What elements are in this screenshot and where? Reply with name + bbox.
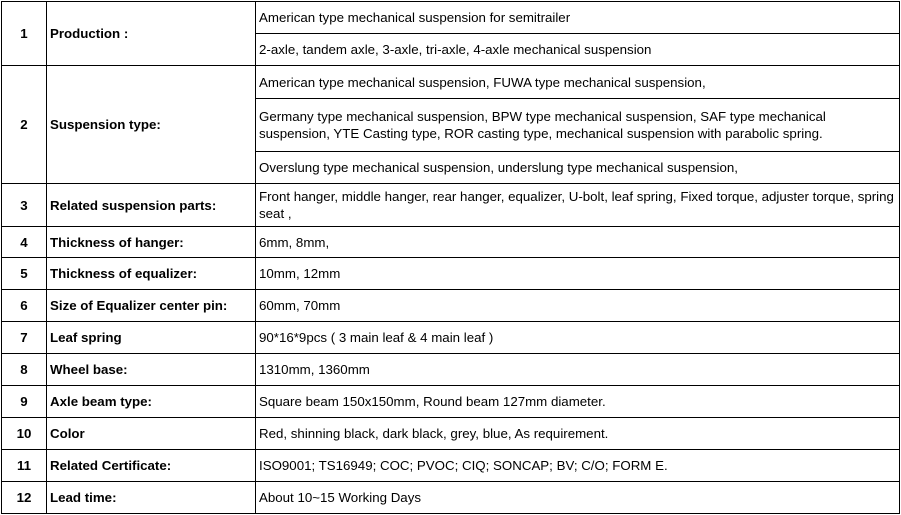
row-number: 9	[2, 386, 47, 418]
row-label: Lead time:	[47, 482, 256, 514]
table-row	[2, 322, 900, 354]
row-number: 1	[2, 2, 47, 66]
row-label: Color	[47, 418, 256, 450]
row-value: ISO9001; TS16949; COC; PVOC; CIQ; SONCAP; BV; C/O; FORM E.	[256, 450, 900, 482]
row-number: 10	[2, 418, 47, 450]
row-number: 6	[2, 290, 47, 322]
table-row	[2, 258, 900, 290]
row-label: Axle beam type:	[47, 386, 256, 418]
row-value: Red, shinning black, dark black, grey, blue, As requirement.	[256, 418, 900, 450]
row-label: Suspension type:	[47, 66, 256, 184]
row-label: Size of Equalizer center pin:	[47, 290, 256, 322]
row-value: American type mechanical suspension, FUWA type mechanical suspension,	[256, 66, 900, 99]
table-row	[2, 2, 900, 34]
table-row	[2, 418, 900, 450]
row-label: Production :	[47, 2, 256, 66]
row-label: Thickness of hanger:	[47, 227, 256, 258]
row-value: Square beam 150x150mm, Round beam 127mm diameter.	[256, 386, 900, 418]
row-number: 4	[2, 227, 47, 258]
row-value: 60mm, 70mm	[256, 290, 900, 322]
table-row	[2, 66, 900, 99]
row-number: 7	[2, 322, 47, 354]
table-row	[2, 184, 900, 227]
row-label: Thickness of equalizer:	[47, 258, 256, 290]
table-row	[2, 227, 900, 258]
table-row	[2, 450, 900, 482]
row-label: Leaf spring	[47, 322, 256, 354]
row-value: 90*16*9pcs ( 3 main leaf & 4 main leaf )	[256, 322, 900, 354]
table-row	[2, 386, 900, 418]
row-label: Wheel base:	[47, 354, 256, 386]
row-value: 1310mm, 1360mm	[256, 354, 900, 386]
table-row	[2, 482, 900, 514]
row-number: 2	[2, 66, 47, 184]
row-number: 12	[2, 482, 47, 514]
row-number: 11	[2, 450, 47, 482]
row-value: 2-axle, tandem axle, 3-axle, tri-axle, 4-axle mechanical suspension	[256, 34, 900, 66]
row-label: Related Certificate:	[47, 450, 256, 482]
table-row	[2, 290, 900, 322]
row-value: 10mm, 12mm	[256, 258, 900, 290]
row-number: 5	[2, 258, 47, 290]
row-value: 6mm, 8mm,	[256, 227, 900, 258]
row-number: 3	[2, 184, 47, 227]
table-row	[2, 354, 900, 386]
row-value: Germany type mechanical suspension, BPW type mechanical suspension, SAF type mechanical suspension, YTE Casting type, ROR casting type, mechanical suspension with parabolic spring.	[256, 99, 900, 152]
row-value: Overslung type mechanical suspension, underslung type mechanical suspension,	[256, 152, 900, 184]
row-value: About 10~15 Working Days	[256, 482, 900, 514]
spec-table	[1, 1, 900, 514]
row-number: 8	[2, 354, 47, 386]
row-value: American type mechanical suspension for semitrailer	[256, 2, 900, 34]
row-value: Front hanger, middle hanger, rear hanger, equalizer, U-bolt, leaf spring, Fixed torque, adjuster torque, spring seat ,	[256, 184, 900, 227]
row-label: Related suspension parts:	[47, 184, 256, 227]
